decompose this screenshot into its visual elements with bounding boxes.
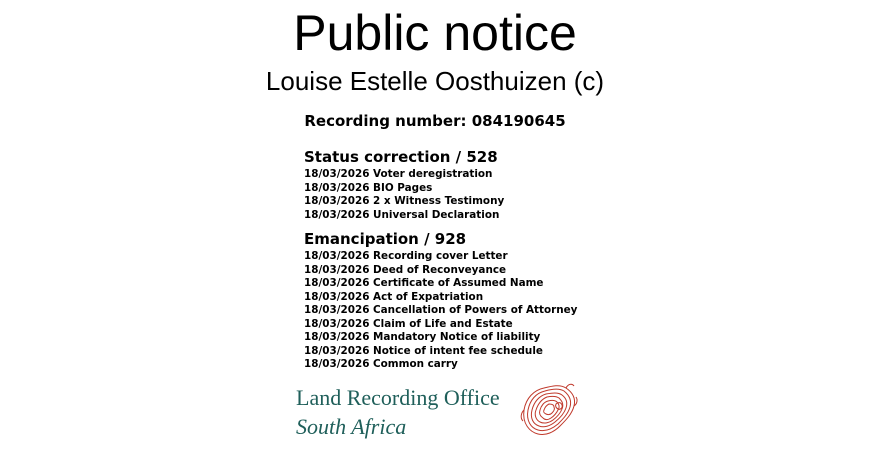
recording-number: Recording number: 084190645: [304, 112, 566, 130]
list-item: 18/03/2026 Recording cover Letter: [304, 250, 508, 262]
person-name: Louise Estelle Oosthuizen (c): [265, 66, 605, 96]
list-item: 18/03/2026 Act of Expatriation: [304, 290, 484, 303]
status-correction-section: [304, 146, 504, 222]
section-heading: Status correction / 528: [304, 148, 498, 166]
list-item: 18/03/2026 Certificate of Assumed Name: [304, 277, 544, 289]
list-item: 18/03/2026 Universal Declaration: [304, 208, 500, 221]
logo-line1: Land Recording Office: [296, 385, 500, 410]
page-title: Public notice: [293, 5, 577, 61]
list-item: 18/03/2026 Deed of Reconveyance: [304, 263, 507, 276]
list-item: 18/03/2026 Claim of Life and Estate: [304, 317, 513, 330]
list-item: 18/03/2026 2 x Witness Testimony: [304, 195, 505, 207]
list-item: 18/03/2026 Notice of intent fee schedule: [304, 344, 543, 357]
logo-line2: South Africa: [296, 414, 407, 439]
list-item: 18/03/2026 Cancellation of Powers of Attorney: [304, 304, 578, 316]
emancipation-section: [304, 228, 577, 372]
section-heading: Emancipation / 928: [304, 230, 467, 248]
document-list: [304, 168, 504, 222]
list-item: 18/03/2026 Voter deregistration: [304, 168, 493, 180]
document-list: [304, 250, 577, 372]
list-item: 18/03/2026 BIO Pages: [304, 181, 433, 194]
land-recording-office-logo: [296, 378, 596, 446]
list-item: 18/03/2026 Mandatory Notice of liability: [304, 331, 541, 343]
list-item: 18/03/2026 Common carry: [304, 358, 458, 370]
south-africa-map-icon: [518, 380, 580, 440]
